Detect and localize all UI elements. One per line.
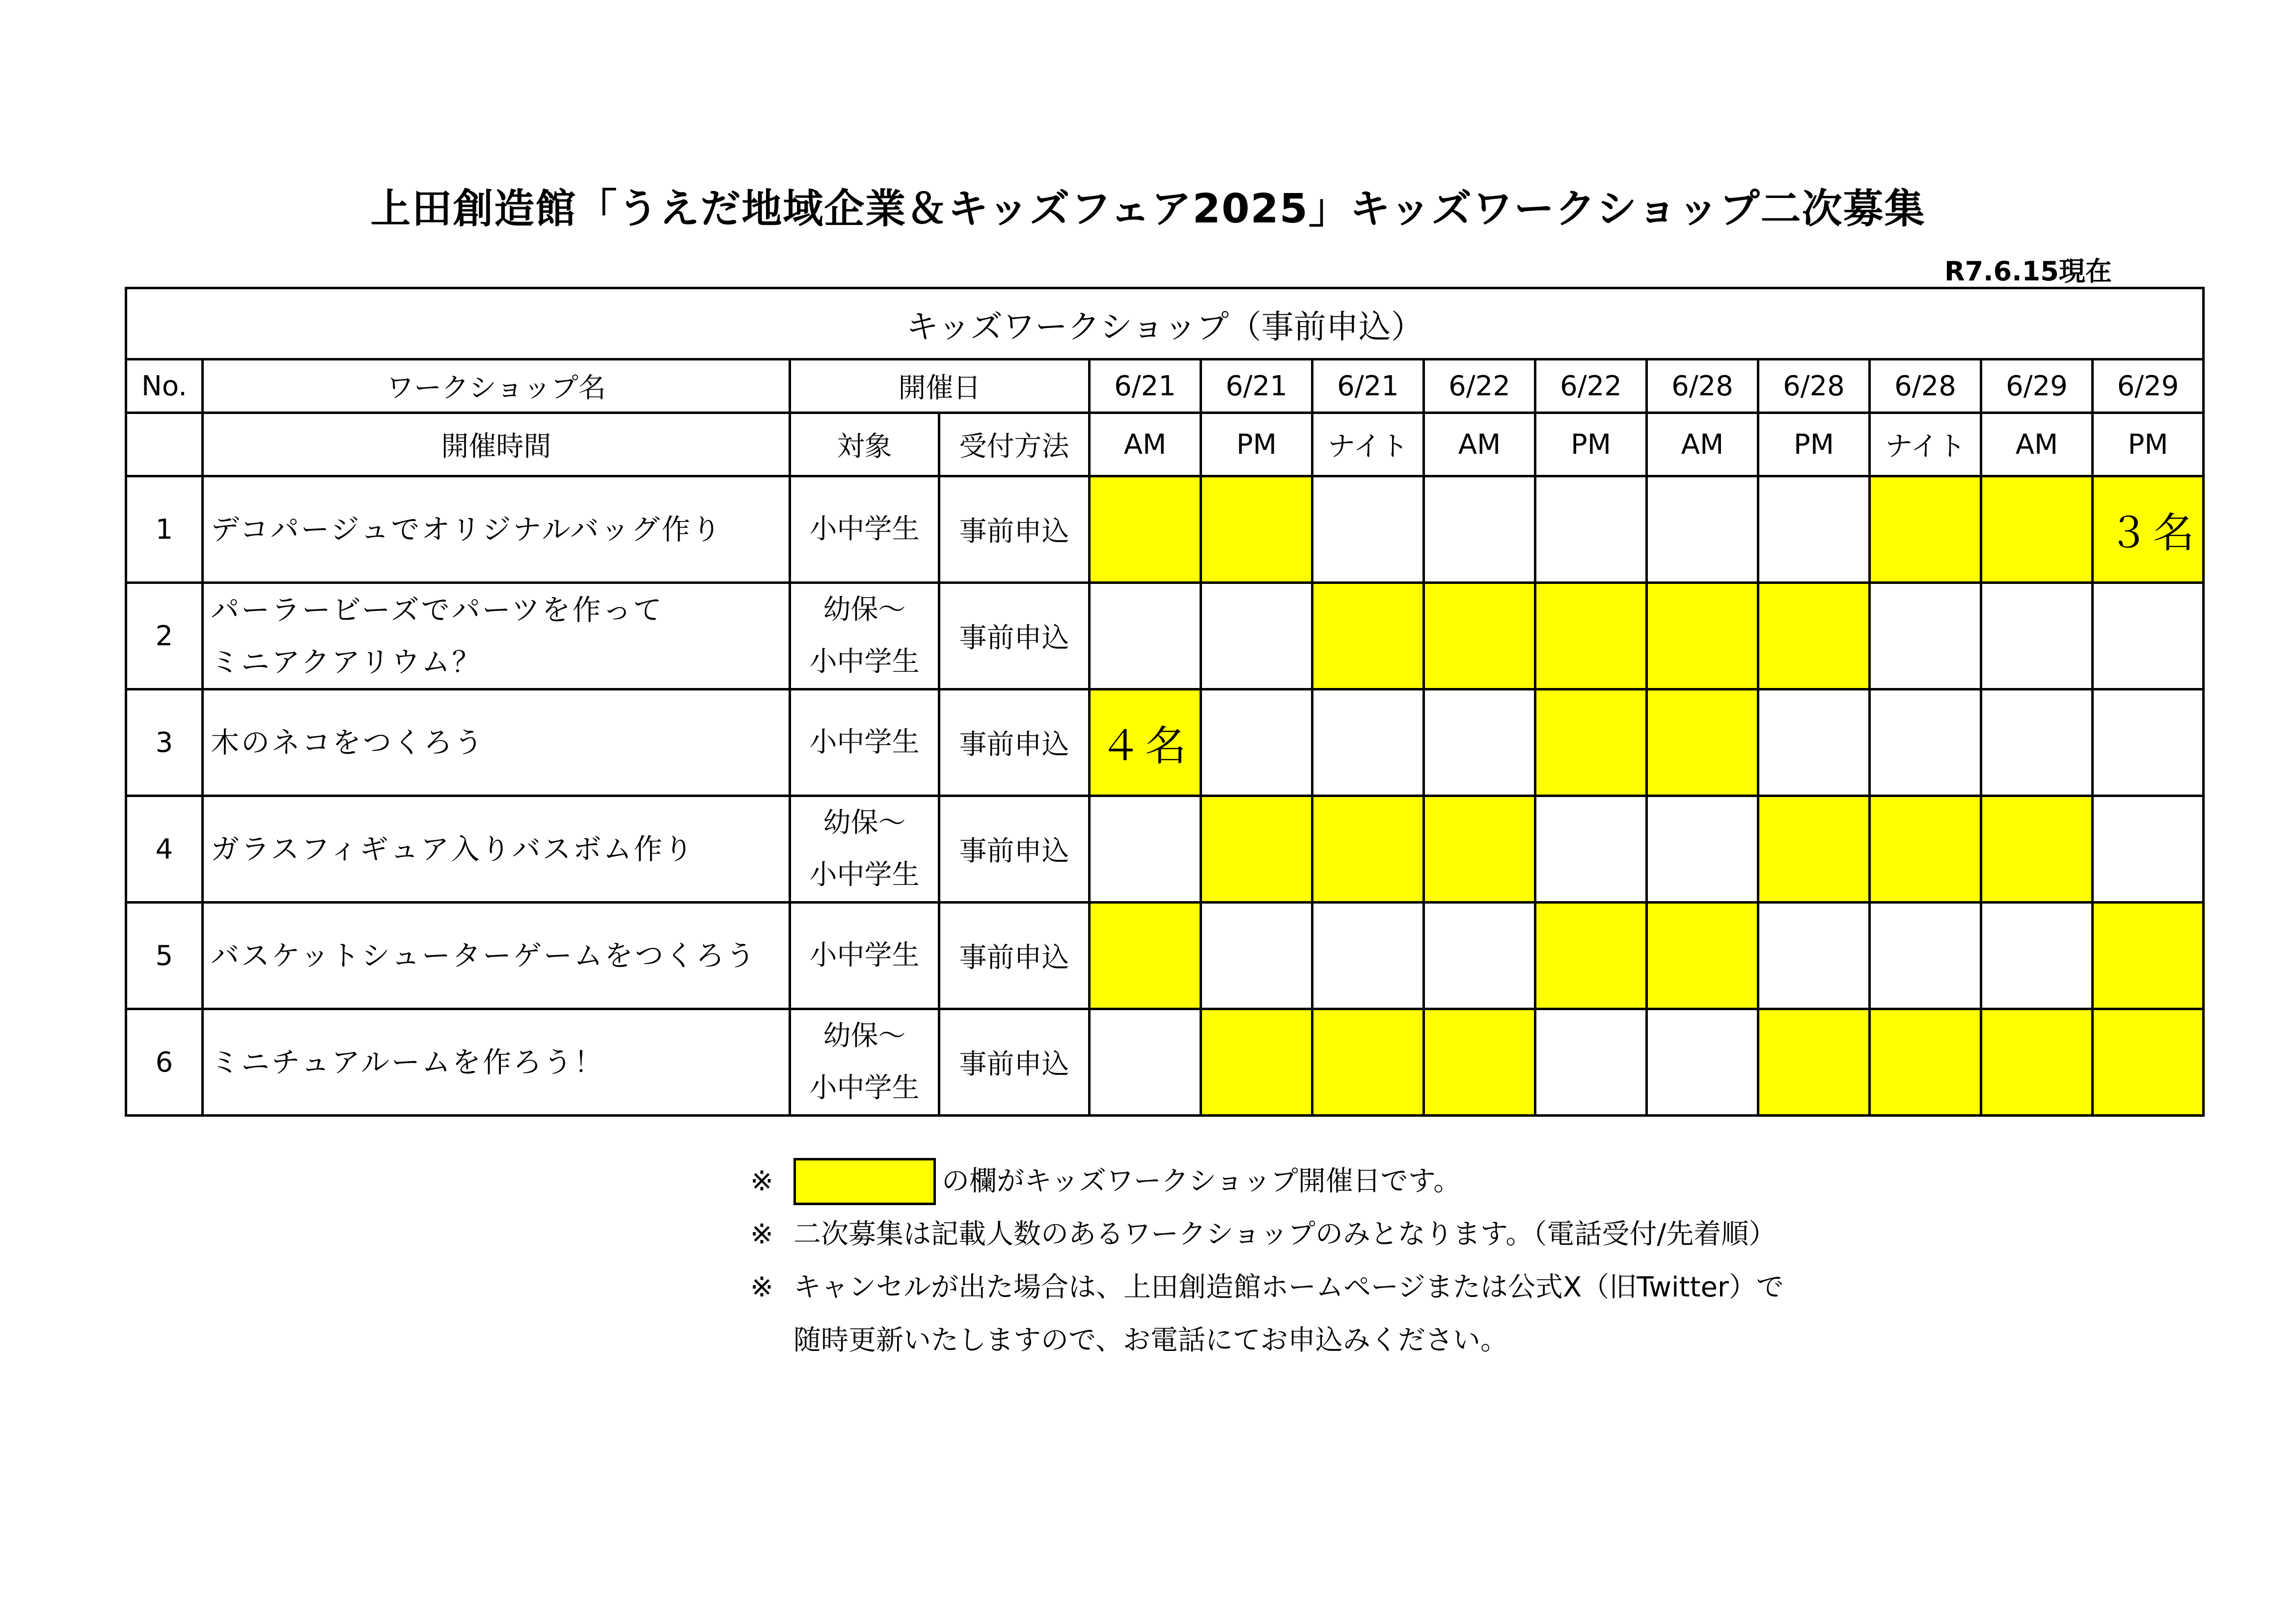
table-row <box>126 1009 2204 1116</box>
closed-slot-cell <box>1647 796 1758 903</box>
note-second-recruitment-text: 二次募集は記載人数のあるワークショップのみとなります。（電話受付/先着順） <box>793 1218 1777 1250</box>
open-slot-cell <box>1535 583 1647 689</box>
time-header-5: PM <box>1535 413 1647 476</box>
closed-slot-cell <box>1201 583 1312 689</box>
closed-slot-cell <box>1981 689 2093 796</box>
legend-text: の欄がキッズワークショップ開催日です。 <box>942 1165 1461 1197</box>
workshop-name-line: デコパージュでオリジナルバッグ作り <box>211 513 723 546</box>
open-slot-cell <box>1201 476 1312 583</box>
open-slot-cell <box>1090 476 1201 583</box>
closed-slot-cell <box>1758 903 1870 1009</box>
closed-slot-cell <box>1870 903 1981 1009</box>
open-slot-cell <box>1424 796 1535 903</box>
date-header-6: 6/28 <box>1647 359 1758 413</box>
open-slot-cell <box>1424 1009 1535 1116</box>
page-title: 上田創造館「うえだ地域企業＆キッズフェア2025」キッズワークショップ二次募集 <box>370 186 1926 232</box>
open-slot-cell <box>1312 1009 1424 1116</box>
date-header-3: 6/21 <box>1312 359 1424 413</box>
workshop-name-line: 木のネコをつくろう <box>211 726 485 759</box>
row-number: 1 <box>126 476 203 583</box>
workshop-name <box>203 1009 790 1116</box>
workshop-name-line: バスケットシューターゲームをつくろう <box>211 939 757 972</box>
open-slot-cell <box>1758 796 1870 903</box>
closed-slot-cell <box>1201 689 1312 796</box>
closed-slot-cell <box>1090 1009 1201 1116</box>
note-cancellation-text: キャンセルが出た場合は、上田創造館ホームページまたは公式X（旧Twitter）で <box>793 1271 1784 1303</box>
row-number: 4 <box>126 796 203 903</box>
target-age <box>790 583 939 689</box>
section-title: キッズワークショップ（事前申込） <box>126 288 2204 359</box>
open-slot-cell <box>2093 1009 2204 1116</box>
target-age <box>790 796 939 903</box>
remaining-count: ３名 <box>2108 508 2199 557</box>
note-cancellation-continued <box>750 1314 1784 1367</box>
closed-slot-cell <box>1870 689 1981 796</box>
target-age-line: 幼保～ <box>823 807 906 839</box>
date-header-7: 6/28 <box>1758 359 1870 413</box>
closed-slot-cell <box>1312 476 1424 583</box>
workshop-name-line: ガラスフィギュア入りバスボム作り <box>211 832 695 866</box>
open-slot-cell <box>1758 1009 1870 1116</box>
date-header-9: 6/29 <box>1981 359 2093 413</box>
target-age <box>790 476 939 583</box>
time-header-8: ナイト <box>1870 413 1981 476</box>
closed-slot-cell <box>2093 583 2204 689</box>
target-age-line: 小中学生 <box>809 646 920 678</box>
time-header-10: PM <box>2093 413 2204 476</box>
target-age-line: 小中学生 <box>809 859 920 891</box>
closed-slot-cell <box>1201 903 1312 1009</box>
reception-method: 事前申込 <box>939 1009 1090 1116</box>
closed-slot-cell <box>1424 476 1535 583</box>
closed-slot-cell <box>1535 476 1647 583</box>
row-number: 5 <box>126 903 203 1009</box>
note-mark: ※ <box>750 1271 773 1303</box>
workshop-name-line: ミニチュアルームを作ろう！ <box>211 1046 604 1079</box>
table-row <box>126 796 2204 903</box>
header-reception: 受付方法 <box>939 413 1090 476</box>
open-slot-cell <box>1090 689 1201 796</box>
reception-method: 事前申込 <box>939 796 1090 903</box>
table-row <box>126 476 2204 583</box>
workshop-schedule-table <box>125 287 2205 1117</box>
notes <box>750 1155 1784 1367</box>
open-slot-cell <box>1981 476 2093 583</box>
target-age-line: 幼保～ <box>823 1020 906 1052</box>
row-number: 3 <box>126 689 203 796</box>
open-slot-cell <box>1535 903 1647 1009</box>
open-slot-cell <box>1312 583 1424 689</box>
as-of-date: R7.6.15現在 <box>1944 256 2112 287</box>
note-cancellation-text-2: 随時更新いたしますので、お電話にてお申込みください。 <box>793 1324 1508 1356</box>
time-header-6: AM <box>1647 413 1758 476</box>
open-slot-cell <box>1870 476 1981 583</box>
table-row <box>126 689 2204 796</box>
open-slot-cell <box>1981 796 2093 903</box>
open-slot-cell <box>1870 1009 1981 1116</box>
header-date: 開催日 <box>790 359 1090 413</box>
closed-slot-cell <box>1535 1009 1647 1116</box>
closed-slot-cell <box>1981 583 2093 689</box>
time-header-7: PM <box>1758 413 1870 476</box>
target-age-line: 小中学生 <box>809 726 920 758</box>
header-no: No. <box>126 359 203 413</box>
open-slot-cell <box>1647 583 1758 689</box>
reception-method: 事前申込 <box>939 583 1090 689</box>
open-slot-cell <box>2093 476 2204 583</box>
open-slot-cell <box>1201 1009 1312 1116</box>
open-slot-cell <box>1981 1009 2093 1116</box>
target-age <box>790 689 939 796</box>
remaining-count: ４名 <box>1099 721 1190 770</box>
open-slot-cell <box>1647 689 1758 796</box>
note-mark: ※ <box>750 1218 773 1250</box>
date-header-8: 6/28 <box>1870 359 1981 413</box>
open-slot-cell <box>1424 583 1535 689</box>
closed-slot-cell <box>1647 476 1758 583</box>
workshop-name <box>203 583 790 689</box>
date-header-5: 6/22 <box>1535 359 1647 413</box>
reception-method: 事前申込 <box>939 903 1090 1009</box>
legend-swatch <box>793 1158 936 1205</box>
note-mark: ※ <box>750 1165 773 1197</box>
closed-slot-cell <box>1090 796 1201 903</box>
open-slot-cell <box>1647 903 1758 1009</box>
date-header-2: 6/21 <box>1201 359 1312 413</box>
closed-slot-cell <box>2093 689 2204 796</box>
closed-slot-cell <box>1535 796 1647 903</box>
open-slot-cell <box>1090 903 1201 1009</box>
closed-slot-cell <box>1758 476 1870 583</box>
closed-slot-cell <box>1090 583 1201 689</box>
time-header-1: AM <box>1090 413 1201 476</box>
time-header-3: ナイト <box>1312 413 1424 476</box>
closed-slot-cell <box>1758 689 1870 796</box>
workshop-name <box>203 903 790 1009</box>
workshop-name <box>203 796 790 903</box>
open-slot-cell <box>1535 689 1647 796</box>
closed-slot-cell <box>1312 903 1424 1009</box>
note-second-recruitment <box>750 1208 1784 1261</box>
workshop-name-line: パーラービーズでパーツを作って <box>211 593 664 627</box>
target-age-line: 小中学生 <box>809 513 920 545</box>
note-cancellation <box>750 1261 1784 1314</box>
closed-slot-cell <box>1312 689 1424 796</box>
target-age-line: 小中学生 <box>809 1072 920 1104</box>
workshop-name <box>203 689 790 796</box>
reception-method: 事前申込 <box>939 476 1090 583</box>
legend-note <box>750 1155 1784 1208</box>
open-slot-cell <box>1758 583 1870 689</box>
header-blank <box>126 413 203 476</box>
open-slot-cell <box>2093 903 2204 1009</box>
closed-slot-cell <box>1424 903 1535 1009</box>
target-age-line: 小中学生 <box>809 939 920 971</box>
target-age <box>790 1009 939 1116</box>
workshop-name-line: ミニアクアリウム？ <box>211 645 483 679</box>
open-slot-cell <box>1870 796 1981 903</box>
closed-slot-cell <box>1647 1009 1758 1116</box>
target-age <box>790 903 939 1009</box>
header-workshop-name: ワークショップ名 <box>203 359 790 413</box>
date-header-1: 6/21 <box>1090 359 1201 413</box>
date-header-10: 6/29 <box>2093 359 2204 413</box>
table-row <box>126 903 2204 1009</box>
row-number: 6 <box>126 1009 203 1116</box>
table-row <box>126 583 2204 689</box>
time-header-9: AM <box>1981 413 2093 476</box>
workshop-name <box>203 476 790 583</box>
row-number: 2 <box>126 583 203 689</box>
header-target: 対象 <box>790 413 939 476</box>
closed-slot-cell <box>1870 583 1981 689</box>
date-header-4: 6/22 <box>1424 359 1535 413</box>
closed-slot-cell <box>1424 689 1535 796</box>
time-header-4: AM <box>1424 413 1535 476</box>
closed-slot-cell <box>2093 796 2204 903</box>
reception-method: 事前申込 <box>939 689 1090 796</box>
header-time: 開催時間 <box>203 413 790 476</box>
closed-slot-cell <box>1981 903 2093 1009</box>
open-slot-cell <box>1312 796 1424 903</box>
time-header-2: PM <box>1201 413 1312 476</box>
target-age-line: 幼保～ <box>823 594 906 626</box>
open-slot-cell <box>1201 796 1312 903</box>
